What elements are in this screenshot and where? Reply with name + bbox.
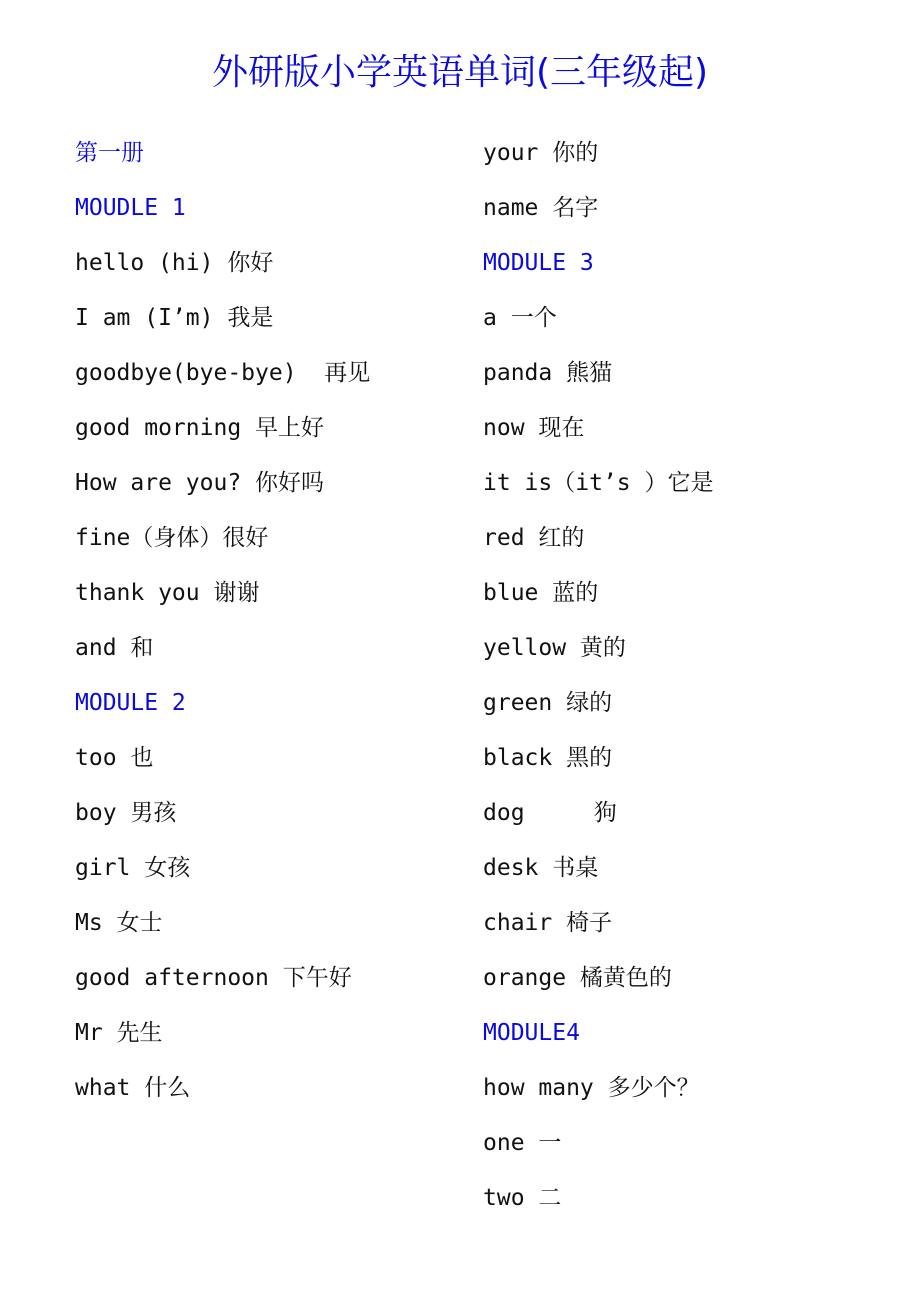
- vocab-entry: I am (I’m) 我是: [75, 305, 274, 331]
- module-heading: MODULE4: [483, 1020, 580, 1046]
- vocab-entry: green 绿的: [483, 690, 613, 716]
- vocab-entry: dog 狗: [483, 800, 617, 826]
- vocab-entry: fine（身体）很好: [75, 525, 269, 551]
- vocab-entry: Mr 先生: [75, 1020, 163, 1046]
- vocab-entry: good morning 早上好: [75, 415, 325, 441]
- vocab-entry: girl 女孩: [75, 855, 191, 881]
- module-heading: MODULE 2: [75, 690, 186, 716]
- vocab-entry: one 一: [483, 1130, 562, 1156]
- vocab-entry: panda 熊猫: [483, 360, 613, 386]
- vocab-entry: yellow 黄的: [483, 635, 626, 661]
- vocab-entry: thank you 谢谢: [75, 580, 260, 606]
- vocab-entry: orange 橘黄色的: [483, 965, 672, 991]
- vocab-entry: black 黑的: [483, 745, 613, 771]
- vocab-entry: what 什么: [75, 1075, 191, 1101]
- vocab-entry: how many 多少个？: [483, 1075, 700, 1101]
- vocab-entry: blue 蓝的: [483, 580, 599, 606]
- vocab-entry: now 现在: [483, 415, 585, 441]
- vocab-entry: too 也: [75, 745, 154, 771]
- module-heading: MODULE 3: [483, 250, 594, 276]
- vocab-entry: your 你的: [483, 140, 599, 166]
- page-title: 外研版小学英语单词(三年级起): [211, 52, 709, 93]
- vocab-entry: good afternoon 下午好: [75, 965, 352, 991]
- vocab-entry: boy 男孩: [75, 800, 177, 826]
- right-column: [483, 131, 903, 1231]
- vocab-entry: hello (hi) 你好: [75, 250, 274, 276]
- vocab-entry: red 红的: [483, 525, 585, 551]
- left-column: [75, 131, 475, 1121]
- vocab-entry: and 和: [75, 635, 154, 661]
- vocab-entry: it is（it’s ）它是: [483, 470, 714, 496]
- vocab-entry: goodbye(bye-bye) 再见: [75, 360, 371, 386]
- vocab-entry: a 一个: [483, 305, 557, 331]
- vocab-entry: Ms 女士: [75, 910, 163, 936]
- vocab-entry: desk 书桌: [483, 855, 599, 881]
- vocab-entry: two 二: [483, 1185, 562, 1211]
- vocab-entry: name 名字: [483, 195, 599, 221]
- module-heading: 第一册: [75, 140, 144, 166]
- module-heading: MOUDLE 1: [75, 195, 186, 221]
- vocab-entry: chair 椅子: [483, 910, 613, 936]
- vocab-entry: How are you? 你好吗: [75, 470, 325, 496]
